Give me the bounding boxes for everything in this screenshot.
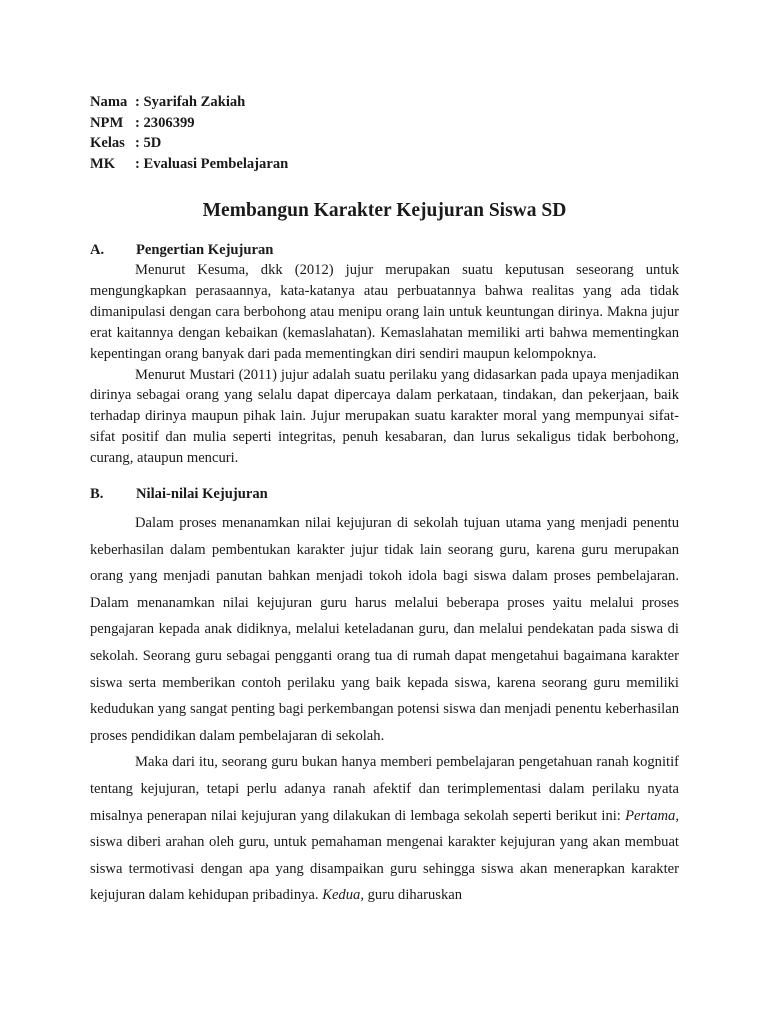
section-title: Pengertian Kejujuran: [136, 242, 274, 258]
section-title: Nilai-nilai Kejujuran: [136, 486, 268, 503]
section-a-heading: [90, 240, 679, 260]
section-number: B.: [90, 486, 104, 503]
section-a-body: [90, 260, 679, 469]
paragraph: [90, 749, 679, 909]
document-title: Membangun Karakter Kejujuran Siswa SD: [202, 200, 567, 221]
paragraph: Menurut Mustari (2011) jujur adalah suatu perilaku yang didasarkan pada upaya menjadikan dirinya sebagai orang yang selalu dapat dipercaya dalam perkataan, tindakan, dan pekerjaan, baik terhadap dirinya maupun pihak lain. Jujur merupakan suatu karakter moral yang mempunyai sifat-sifat positif dan mulia seperti integritas, penuh kesabaran, dan lurus sekaligus tidak berbohong, curang, ataupun mencuri.: [90, 366, 679, 467]
info-label: Kelas: [90, 135, 125, 151]
info-value: : 5D: [135, 135, 162, 151]
info-value: : Evaluasi Pembelajaran: [135, 155, 289, 172]
paragraph: Menurut Kesuma, dkk (2012) jujur merupakan suatu keputusan seseorang untuk mengungkapkan perasaannya, kata-katanya atau perbuatannya bahwa realitas yang ada tidak dimanipulasi dengan cara berbohong atau menipu orang lain untuk keuntungan dirinya. Makna jujur erat kaitannya dengan kebaikan (kemaslahatan). Kemaslahatan memiliki arti bahwa mementingkan kepentingan orang banyak dari pada mementingkan diri sendiri maupun kelompoknya.: [90, 262, 679, 362]
info-row-kelas: [90, 133, 288, 154]
info-row-nama: [90, 92, 288, 113]
section-number: A.: [90, 242, 105, 258]
paragraph-text: Maka dari itu, seorang guru bukan hanya memberi pembelajaran pengetahuan ranah kognitif tentang kejujuran, tetapi perlu adanya ranah afektif dan terimplementasi dalam perilaku nyata misalnya penerapan nilai kejujuran yang dilakukan di lembaga sekolah seperti berikut ini:: [90, 754, 679, 824]
info-label: NPM: [90, 114, 124, 131]
section-b-heading: [90, 484, 679, 504]
paragraph-text: , guru diharuskan: [360, 887, 463, 904]
section-b-body: [90, 510, 679, 909]
info-value: : 2306399: [135, 114, 195, 131]
info-label: MK: [90, 155, 116, 172]
paragraph-text: siswa diberi arahan oleh guru, untuk pemahaman mengenai karakter kejujuran yang akan membuat siswa termotivasi dengan apa yang disampaikan guru sehingga siswa akan menerapkan karakter kejujuran dalam kehidupan pribadinya.: [90, 834, 679, 904]
italic-term: Pertama,: [625, 807, 679, 824]
info-row-npm: [90, 113, 288, 134]
paragraph: Dalam proses menanamkan nilai kejujuran di sekolah tujuan utama yang menjadi penentu keberhasilan dalam pembentukan karakter jujur tidak lain seorang guru, karena guru merupakan orang yang menjadi panutan bahkan menjadi tokoh idola bagi siswa dalam proses pembelajaran. Dalam menanamkan nilai kejujuran guru harus melalui beberapa proses yaitu melalui proses pengajaran kepada anak didiknya, melalui keteladanan guru, dan melalui pendekatan pada siswa di sekolah. Seorang guru sebagai pengganti orang tua di rumah dapat mengetahui bagaimana karakter siswa serta memberikan contoh perilaku yang baik kepada siswa, karena seorang guru memiliki kedudukan yang sangat penting bagi perkembangan potensi siswa dan menjadi penentu keberhasilan proses pendidikan dalam pembelajaran di sekolah.: [90, 515, 679, 744]
info-value: : Syarifah Zakiah: [135, 94, 246, 110]
info-label: Nama: [90, 94, 128, 110]
student-info: [90, 92, 288, 174]
info-row-mk: [90, 154, 288, 175]
italic-term: Kedua: [322, 887, 361, 904]
